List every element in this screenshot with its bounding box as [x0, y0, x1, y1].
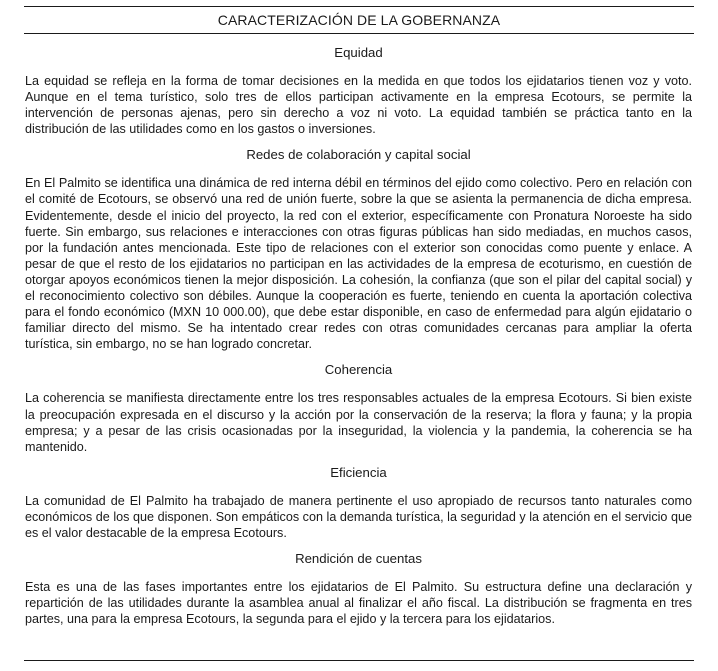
section-eficiencia — [25, 464, 692, 541]
section-heading: Eficiencia — [330, 464, 387, 480]
section-paragraph: La comunidad de El Palmito ha trabajado de manera pertinente el uso apropiado de recursos tanto naturales como económicos de los que disponen. Son empáticos con la demanda turística, la seguridad y la atención en el servicio que es el valor destacable de la empresa Ecotours. — [25, 493, 692, 540]
section-paragraph: La equidad se refleja en la forma de tomar decisiones en la medida en que todos los ejidatarios tienen voz y voto. Aunque en el tema turístico, solo tres de ellos participan activamente en la empresa Ecotours, se permite la intervención de personas ajenas, pero sin derecho a voz ni voto. La equidad también se práctica tanto en la distribución de las utilidades como en los gastos o inversiones. — [25, 74, 692, 137]
section-equidad — [25, 44, 692, 137]
section-heading: Equidad — [334, 45, 383, 60]
section-coherencia — [25, 361, 692, 454]
section-heading: Coherencia — [324, 362, 393, 378]
section-paragraph: La coherencia se manifiesta directamente entre los tres responsables actuales de la empresa Ecotours. Si bien existe la preocupación expresada en el discurso y la acción por la conservación de la reserva; la flora y fauna; y la propia empresa; y a pesar de las crisis ocasionadas por la inseguridad, la violencia y la pandemia, la coherencia se ha mantenido. — [25, 391, 692, 454]
section-paragraph: Esta es una de las fases importantes entre los ejidatarios de El Palmito. Su estructura define una declaración y repartición de las utilidades durante la asamblea anual al finalizar el año fiscal. La distribución se fragmenta en tres partes, una para la empresa Ecotours, la segunda para el ejido y la tercera para los ejidatarios. — [25, 580, 692, 627]
section-heading: Redes de colaboración y capital social — [246, 147, 471, 163]
section-paragraph: En El Palmito se identifica una dinámica de red interna débil en términos del ejido como colectivo. Pero en relación con el comité de Ecotours, se observó una red de unión fuerte, sobre la que se asienta la permanencia de dicha empresa. Evidentemente, desde el inicio del proyecto, la red con el exterior, específicamente con Pronatura Noroeste ha sido fuerte. Sin embargo, sus relaciones e interacciones con otras figuras públicas han sido mediadas, en muchos casos, por la fundación antes mencionada. Este tipo de relaciones con el exterior son conocidas como puente y enlace. A pesar de que el resto de los ejidatarios no participan en las actividades de la empresa de ecoturismo, en cuestión de otorgar apoyos económicos tienen la mejor disposición. La cohesión, la confianza (que son el pilar del capital social) y el reconocimiento colectivo son débiles. Aunque la cooperación es fuerte, teniendo en cuenta la aportación colectiva para el fondo económico (MXN 10 000.00), que debe estar disponible, en caso de enfermedad para algún ejidatario o familiar directo del mismo. Se ha intentado crear redes con otras comunidades cercanas para ampliar la oferta turística, sin embargo, no se han logrado concretar. — [25, 176, 692, 352]
table-body — [25, 44, 692, 636]
table-top-rule — [24, 6, 694, 7]
table-bottom-rule — [24, 660, 694, 661]
table-header-rule — [24, 33, 694, 34]
section-redes — [25, 146, 692, 352]
section-heading: Rendición de cuentas — [295, 551, 422, 567]
section-rendicion — [25, 550, 692, 627]
table-title: CARACTERIZACIÓN DE LA GOBERNANZA — [217, 12, 501, 28]
